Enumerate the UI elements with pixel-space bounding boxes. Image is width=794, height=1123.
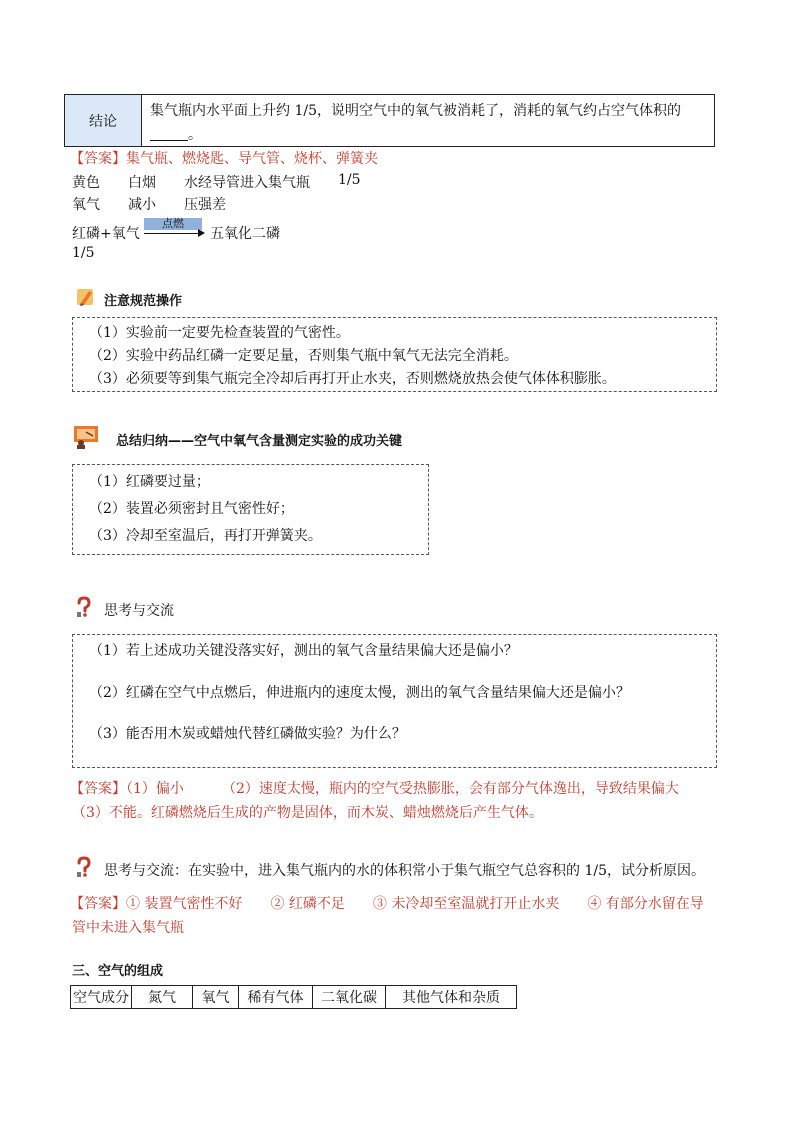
think1-item: （1）若上述成功关键没落实好，测出的氧气含量结果偏大还是偏小？ xyxy=(89,643,518,659)
notice-item: （3）必须要等到集气瓶完全冷却后再打开止水夹，否则燃烧放热会使气体体积膨胀。 xyxy=(89,371,616,387)
reaction-condition: 点燃 xyxy=(144,218,202,230)
think1-answer-b: （2）速度太慢，瓶内的空气受热膨胀，会有部分气体逸出，导致结果偏大 xyxy=(222,781,679,797)
question-icon xyxy=(74,856,94,878)
conclusion-text xyxy=(142,95,714,146)
reaction-product: 五氧化二磷 xyxy=(210,226,280,242)
think1-answer-a: （1）偏小 xyxy=(126,781,184,797)
table-row xyxy=(71,986,517,1009)
fill-blank xyxy=(150,126,188,141)
notice-item: （2）实验中药品红磷一定要足量，否则集气瓶中氧气无法完全消耗。 xyxy=(89,348,518,364)
answer1-line2-item: 白烟 xyxy=(128,175,156,191)
summary-box xyxy=(72,464,429,555)
think1-item: （2）红磷在空气中点燃后，伸进瓶内的速度太慢，测出的氧气含量结果偏大还是偏小？ xyxy=(89,685,630,701)
reaction-reactants: 红磷+氧气 xyxy=(72,226,140,242)
summary-item: （3）冷却至室温后，再打开弹簧夹。 xyxy=(89,528,322,544)
answer1-line3-item: 氧气 xyxy=(72,197,100,213)
table-cell: 氮气 xyxy=(132,986,193,1009)
think1-answer-c: （3）不能。红磷燃烧后生成的产物是固体，而木炭、蜡烛燃烧后产生气体。 xyxy=(72,805,543,821)
answer1-line3-item: 减小 xyxy=(128,197,156,213)
conclusion-table xyxy=(64,94,715,147)
conclusion-label: 结论 xyxy=(65,95,142,146)
pencil-icon xyxy=(74,286,96,308)
think2-answer-text: ① 装置气密性不好 ② 红磷不足 ③ 未冷却至室温就打开止水夹 ④ 有部分水留在导 xyxy=(126,896,704,912)
answer-prefix: 【答案】 xyxy=(70,781,126,797)
table-cell: 二氧化碳 xyxy=(313,986,386,1009)
presentation-icon xyxy=(72,424,100,450)
section3-title: 三、空气的组成 xyxy=(72,964,164,979)
summary-title: 总结归纳——空气中氧气含量测定实验的成功关键 xyxy=(116,434,403,449)
arrow-line xyxy=(144,233,200,234)
arrow-head-icon xyxy=(198,229,205,237)
air-composition-table xyxy=(70,985,517,1009)
conclusion-statement: 集气瓶内水平面上升约 1/5，说明空气中的氧气被消耗了，消耗的氧气约占空气体积的 xyxy=(150,103,681,119)
reaction-arrow xyxy=(144,218,204,240)
table-cell: 氧气 xyxy=(193,986,239,1009)
think2-answer-line1 xyxy=(70,893,704,913)
conclusion-tail: 。 xyxy=(188,127,202,143)
answer1-line2-item: 黄色 xyxy=(72,175,100,191)
table-cell: 空气成分 xyxy=(71,986,132,1009)
answer-prefix: 【答案】 xyxy=(70,896,126,912)
answer1-line2-item: 水经导管进入集气瓶 xyxy=(184,175,310,191)
think1-title: 思考与交流 xyxy=(104,603,174,619)
think2-title: 思考与交流：在实验中，进入集气瓶内的水的体积常小于集气瓶空气总容积的 1/5，试分析原因。 xyxy=(104,863,705,879)
question-icon xyxy=(74,596,94,618)
notice-item: （1）实验前一定要先检查装置的气密性。 xyxy=(89,325,350,341)
think2-answer-line2: 管中未进入集气瓶 xyxy=(72,920,184,936)
summary-item: （2）装置必须密封且气密性好； xyxy=(89,501,294,517)
answer1-apparatus: 集气瓶、燃烧匙、导气管、烧杯、弹簧夹 xyxy=(126,151,378,167)
table-cell: 稀有气体 xyxy=(239,986,313,1009)
table-cell: 其他气体和杂质 xyxy=(386,986,517,1009)
think1-box xyxy=(72,634,717,768)
answer1-line3-item: 压强差 xyxy=(184,197,226,213)
think1-answer-line1 xyxy=(70,778,184,798)
answer1-line5: 1/5 xyxy=(72,245,95,261)
answer1-line1 xyxy=(70,148,378,168)
summary-item: （1）红磷要过量； xyxy=(89,474,210,490)
answer-prefix: 【答案】 xyxy=(70,151,126,167)
notice-box xyxy=(72,317,717,392)
notice-title: 注意规范操作 xyxy=(104,294,183,309)
think1-item: （3）能否用木炭或蜡烛代替红磷做实验？为什么？ xyxy=(89,726,406,742)
answer1-line2-item: 1/5 xyxy=(338,172,361,188)
